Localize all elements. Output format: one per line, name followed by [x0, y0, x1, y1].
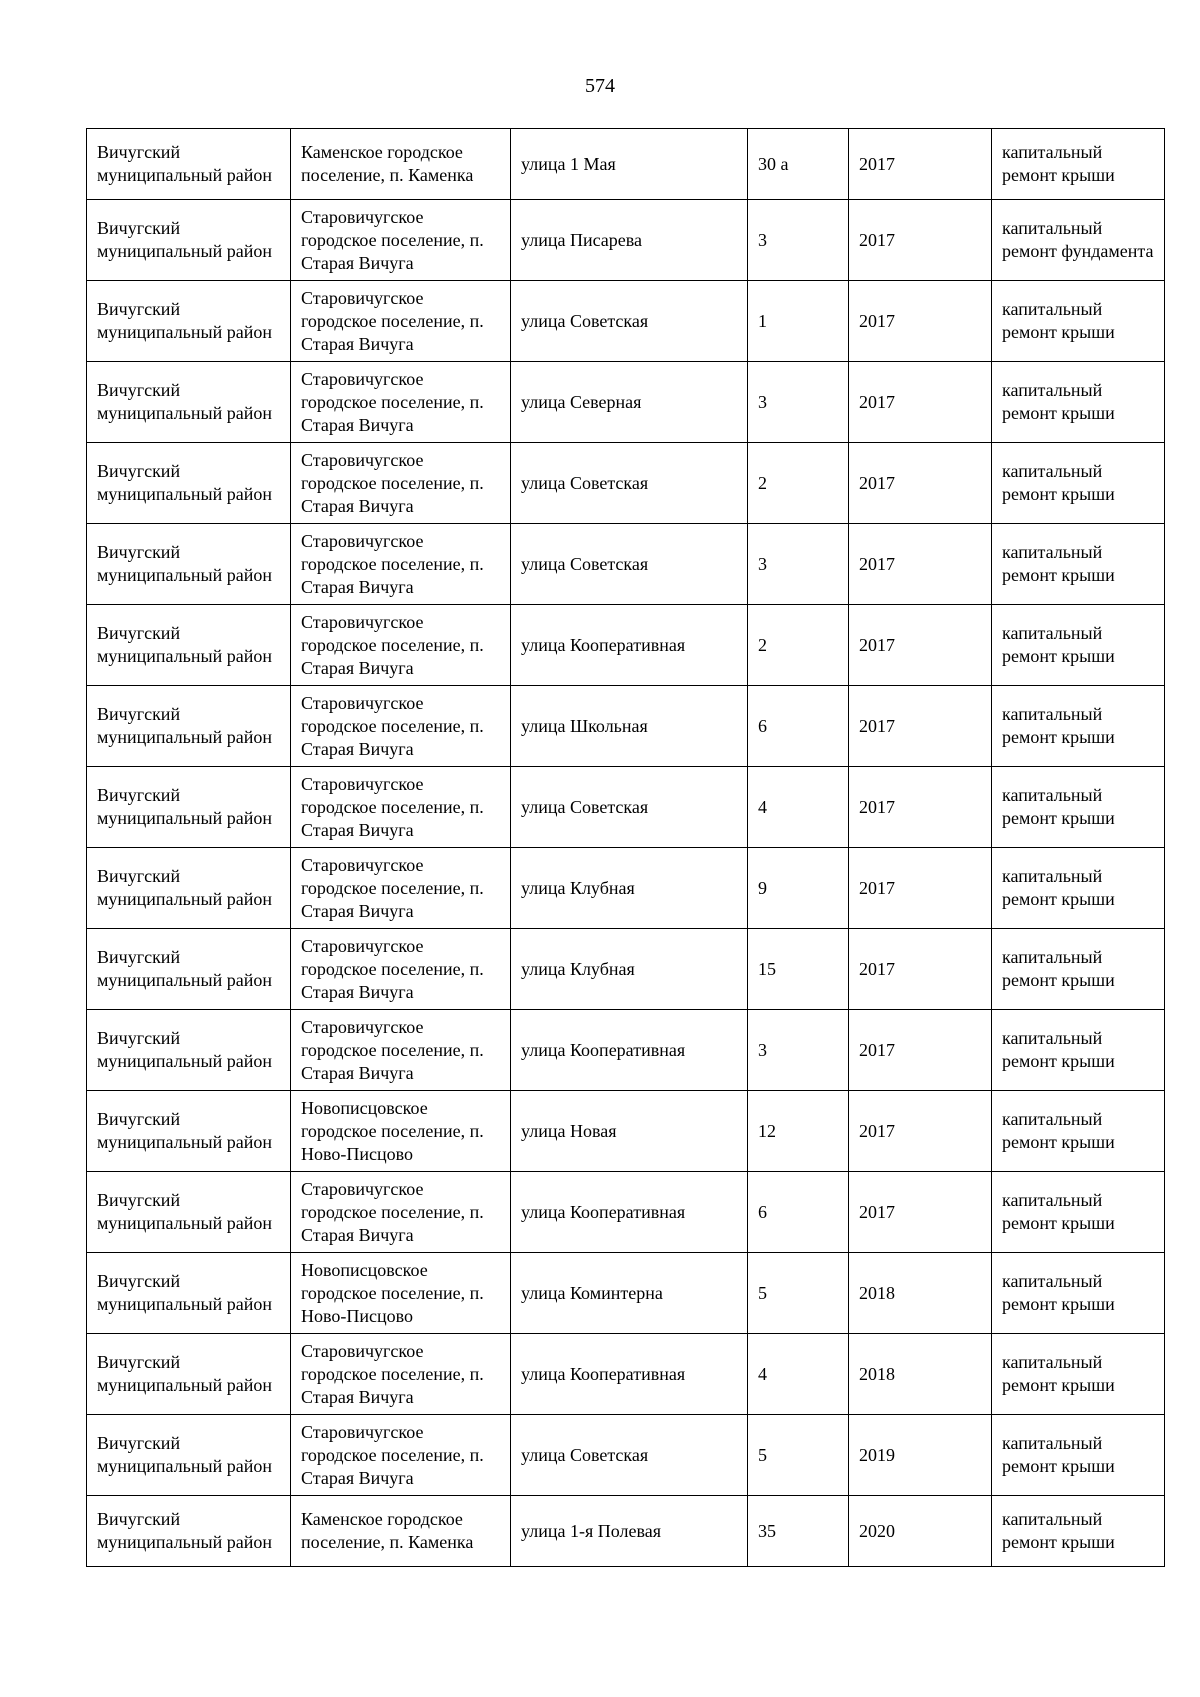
district-cell: Вичугский муниципальный район — [87, 362, 291, 443]
table-row — [87, 1010, 1165, 1091]
street-cell: улица Клубная — [511, 929, 748, 1010]
district-cell: Вичугский муниципальный район — [87, 1496, 291, 1567]
table-row — [87, 848, 1165, 929]
work-type-cell: капитальный ремонт крыши — [992, 281, 1165, 362]
settlement-cell: Старовичугское городское поселение, п. Старая Вичуга — [291, 200, 511, 281]
street-cell: улица Советская — [511, 281, 748, 362]
settlement-cell: Старовичугское городское поселение, п. Старая Вичуга — [291, 1415, 511, 1496]
street-cell: улица Советская — [511, 1415, 748, 1496]
district-cell: Вичугский муниципальный район — [87, 200, 291, 281]
district-cell: Вичугский муниципальный район — [87, 1010, 291, 1091]
district-cell: Вичугский муниципальный район — [87, 605, 291, 686]
work-type-cell: капитальный ремонт крыши — [992, 443, 1165, 524]
district-cell: Вичугский муниципальный район — [87, 1172, 291, 1253]
work-type-cell: капитальный ремонт крыши — [992, 1496, 1165, 1567]
year-cell: 2020 — [849, 1496, 992, 1567]
work-type-cell: капитальный ремонт крыши — [992, 1334, 1165, 1415]
settlement-cell: Старовичугское городское поселение, п. Старая Вичуга — [291, 524, 511, 605]
table-row — [87, 200, 1165, 281]
year-cell: 2017 — [849, 686, 992, 767]
house-number-cell: 6 — [748, 686, 849, 767]
work-type-cell: капитальный ремонт крыши — [992, 605, 1165, 686]
table-row — [87, 605, 1165, 686]
settlement-cell: Старовичугское городское поселение, п. Старая Вичуга — [291, 848, 511, 929]
table-row — [87, 1091, 1165, 1172]
table-row — [87, 1172, 1165, 1253]
house-number-cell: 12 — [748, 1091, 849, 1172]
district-cell: Вичугский муниципальный район — [87, 929, 291, 1010]
house-number-cell: 3 — [748, 362, 849, 443]
district-cell: Вичугский муниципальный район — [87, 848, 291, 929]
district-cell: Вичугский муниципальный район — [87, 281, 291, 362]
work-type-cell: капитальный ремонт крыши — [992, 1010, 1165, 1091]
street-cell: улица Советская — [511, 443, 748, 524]
table-row — [87, 129, 1165, 200]
settlement-cell: Новописцовское городское поселение, п. Ново-Писцово — [291, 1253, 511, 1334]
work-type-cell: капитальный ремонт крыши — [992, 1172, 1165, 1253]
house-number-cell: 15 — [748, 929, 849, 1010]
table-row — [87, 1496, 1165, 1567]
district-cell: Вичугский муниципальный район — [87, 443, 291, 524]
table-row — [87, 686, 1165, 767]
house-number-cell: 5 — [748, 1253, 849, 1334]
year-cell: 2017 — [849, 524, 992, 605]
table-row — [87, 1253, 1165, 1334]
page-number: 574 — [585, 75, 615, 97]
street-cell: улица Новая — [511, 1091, 748, 1172]
year-cell: 2017 — [849, 1172, 992, 1253]
district-cell: Вичугский муниципальный район — [87, 1253, 291, 1334]
table-row — [87, 767, 1165, 848]
house-number-cell: 30 а — [748, 129, 849, 200]
year-cell: 2017 — [849, 281, 992, 362]
district-cell: Вичугский муниципальный район — [87, 129, 291, 200]
table-row — [87, 1334, 1165, 1415]
house-number-cell: 5 — [748, 1415, 849, 1496]
district-cell: Вичугский муниципальный район — [87, 686, 291, 767]
table-row — [87, 1415, 1165, 1496]
settlement-cell: Старовичугское городское поселение, п. Старая Вичуга — [291, 1334, 511, 1415]
street-cell: улица Писарева — [511, 200, 748, 281]
settlement-cell: Старовичугское городское поселение, п. Старая Вичуга — [291, 1172, 511, 1253]
year-cell: 2017 — [849, 129, 992, 200]
work-type-cell: капитальный ремонт крыши — [992, 1091, 1165, 1172]
year-cell: 2017 — [849, 200, 992, 281]
settlement-cell: Старовичугское городское поселение, п. Старая Вичуга — [291, 1010, 511, 1091]
street-cell: улица Советская — [511, 524, 748, 605]
settlement-cell: Старовичугское городское поселение, п. Старая Вичуга — [291, 929, 511, 1010]
district-cell: Вичугский муниципальный район — [87, 1334, 291, 1415]
street-cell: улица 1-я Полевая — [511, 1496, 748, 1567]
settlement-cell: Каменское городское поселение, п. Каменка — [291, 129, 511, 200]
district-cell: Вичугский муниципальный район — [87, 767, 291, 848]
work-type-cell: капитальный ремонт крыши — [992, 1253, 1165, 1334]
work-type-cell: капитальный ремонт крыши — [992, 686, 1165, 767]
street-cell: улица 1 Мая — [511, 129, 748, 200]
table-body — [87, 129, 1165, 1567]
street-cell: улица Школьная — [511, 686, 748, 767]
house-number-cell: 3 — [748, 524, 849, 605]
house-number-cell: 2 — [748, 443, 849, 524]
work-type-cell: капитальный ремонт фундамента — [992, 200, 1165, 281]
work-type-cell: капитальный ремонт крыши — [992, 524, 1165, 605]
year-cell: 2019 — [849, 1415, 992, 1496]
table-row — [87, 281, 1165, 362]
year-cell: 2017 — [849, 1010, 992, 1091]
street-cell: улица Советская — [511, 767, 748, 848]
house-number-cell: 4 — [748, 1334, 849, 1415]
street-cell: улица Кооперативная — [511, 1334, 748, 1415]
street-cell: улица Кооперативная — [511, 1172, 748, 1253]
work-type-cell: капитальный ремонт крыши — [992, 362, 1165, 443]
year-cell: 2018 — [849, 1334, 992, 1415]
district-cell: Вичугский муниципальный район — [87, 1415, 291, 1496]
table-row — [87, 524, 1165, 605]
street-cell: улица Клубная — [511, 848, 748, 929]
house-number-cell: 3 — [748, 200, 849, 281]
work-type-cell: капитальный ремонт крыши — [992, 929, 1165, 1010]
table-row — [87, 443, 1165, 524]
settlement-cell: Каменское городское поселение, п. Каменка — [291, 1496, 511, 1567]
street-cell: улица Коминтерна — [511, 1253, 748, 1334]
district-cell: Вичугский муниципальный район — [87, 1091, 291, 1172]
table-row — [87, 362, 1165, 443]
settlement-cell: Старовичугское городское поселение, п. Старая Вичуга — [291, 443, 511, 524]
street-cell: улица Северная — [511, 362, 748, 443]
repair-schedule-table — [86, 128, 1165, 1567]
street-cell: улица Кооперативная — [511, 605, 748, 686]
work-type-cell: капитальный ремонт крыши — [992, 1415, 1165, 1496]
year-cell: 2017 — [849, 443, 992, 524]
house-number-cell: 4 — [748, 767, 849, 848]
work-type-cell: капитальный ремонт крыши — [992, 848, 1165, 929]
work-type-cell: капитальный ремонт крыши — [992, 129, 1165, 200]
settlement-cell: Старовичугское городское поселение, п. Старая Вичуга — [291, 686, 511, 767]
year-cell: 2018 — [849, 1253, 992, 1334]
settlement-cell: Новописцовское городское поселение, п. Ново-Писцово — [291, 1091, 511, 1172]
house-number-cell: 1 — [748, 281, 849, 362]
year-cell: 2017 — [849, 929, 992, 1010]
work-type-cell: капитальный ремонт крыши — [992, 767, 1165, 848]
house-number-cell: 6 — [748, 1172, 849, 1253]
year-cell: 2017 — [849, 767, 992, 848]
house-number-cell: 35 — [748, 1496, 849, 1567]
district-cell: Вичугский муниципальный район — [87, 524, 291, 605]
year-cell: 2017 — [849, 605, 992, 686]
settlement-cell: Старовичугское городское поселение, п. Старая Вичуга — [291, 767, 511, 848]
house-number-cell: 2 — [748, 605, 849, 686]
house-number-cell: 3 — [748, 1010, 849, 1091]
table-row — [87, 929, 1165, 1010]
house-number-cell: 9 — [748, 848, 849, 929]
street-cell: улица Кооперативная — [511, 1010, 748, 1091]
year-cell: 2017 — [849, 1091, 992, 1172]
settlement-cell: Старовичугское городское поселение, п. Старая Вичуга — [291, 605, 511, 686]
settlement-cell: Старовичугское городское поселение, п. Старая Вичуга — [291, 362, 511, 443]
year-cell: 2017 — [849, 848, 992, 929]
year-cell: 2017 — [849, 362, 992, 443]
settlement-cell: Старовичугское городское поселение, п. Старая Вичуга — [291, 281, 511, 362]
